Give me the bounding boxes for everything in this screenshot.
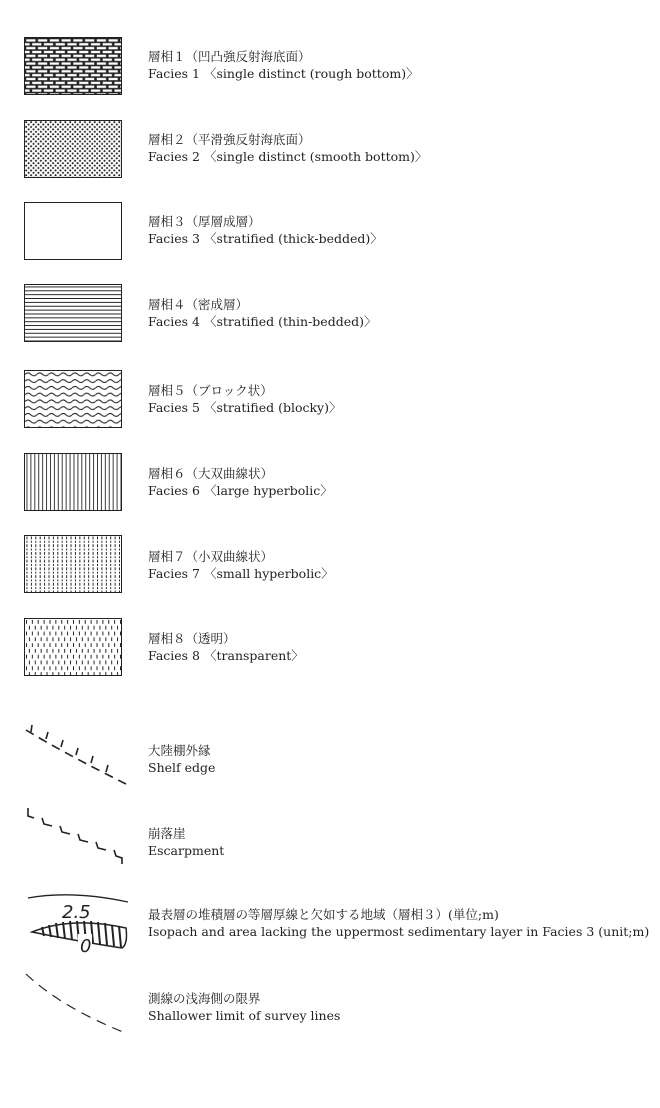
isopach-contour-label-2-5: 2.5 — [62, 902, 91, 923]
isopach-icon — [22, 886, 132, 962]
escarpment-label: 崩落崖 Escarpment — [148, 826, 225, 858]
facies-7-swatch — [24, 535, 122, 593]
escarpment-icon — [22, 804, 132, 870]
facies-1-label: 層相１（凹凸強反射海底面） Facies 1 〈single distinct (rough bottom)〉 — [148, 49, 419, 81]
isopach-label: 最表層の堆積層の等層厚線と欠如する地域（層相３）(単位;m) Isopach and area lacking the uppermost sedimentary layer in Facies 3 (unit;m) — [148, 907, 650, 939]
facies-5-label: 層相５（ブロック状） Facies 5 〈stratified (blocky)〉 — [148, 383, 342, 415]
facies-8-label: 層相８（透明） Facies 8 〈transparent〉 — [148, 631, 304, 663]
isopach-contour-label-0: 0 — [80, 936, 92, 957]
facies-1-swatch — [24, 37, 122, 95]
shelf-edge-label: 大陸棚外縁 Shelf edge — [148, 743, 216, 775]
facies-4-swatch — [24, 284, 122, 342]
facies-6-label: 層相６（大双曲線状） Facies 6 〈large hyperbolic〉 — [148, 466, 333, 498]
facies-3-label: 層相３（厚層成層） Facies 3 〈stratified (thick-bedded)〉 — [148, 214, 383, 246]
survey-limit-icon — [22, 968, 132, 1038]
facies-6-swatch — [24, 453, 122, 511]
facies-4-label: 層相４（密成層） Facies 4 〈stratified (thin-bedded)〉 — [148, 297, 377, 329]
facies-7-label: 層相７（小双曲線状） Facies 7 〈small hyperbolic〉 — [148, 549, 334, 581]
shelf-edge-icon — [22, 722, 132, 788]
facies-8-swatch — [24, 618, 122, 676]
facies-3-swatch — [24, 202, 122, 260]
survey-limit-label: 測線の浅海側の限界 Shallower limit of survey lines — [148, 991, 341, 1023]
facies-2-swatch — [24, 120, 122, 178]
facies-2-label: 層相２（平滑強反射海底面） Facies 2 〈single distinct (smooth bottom)〉 — [148, 132, 428, 164]
facies-5-swatch — [24, 370, 122, 428]
